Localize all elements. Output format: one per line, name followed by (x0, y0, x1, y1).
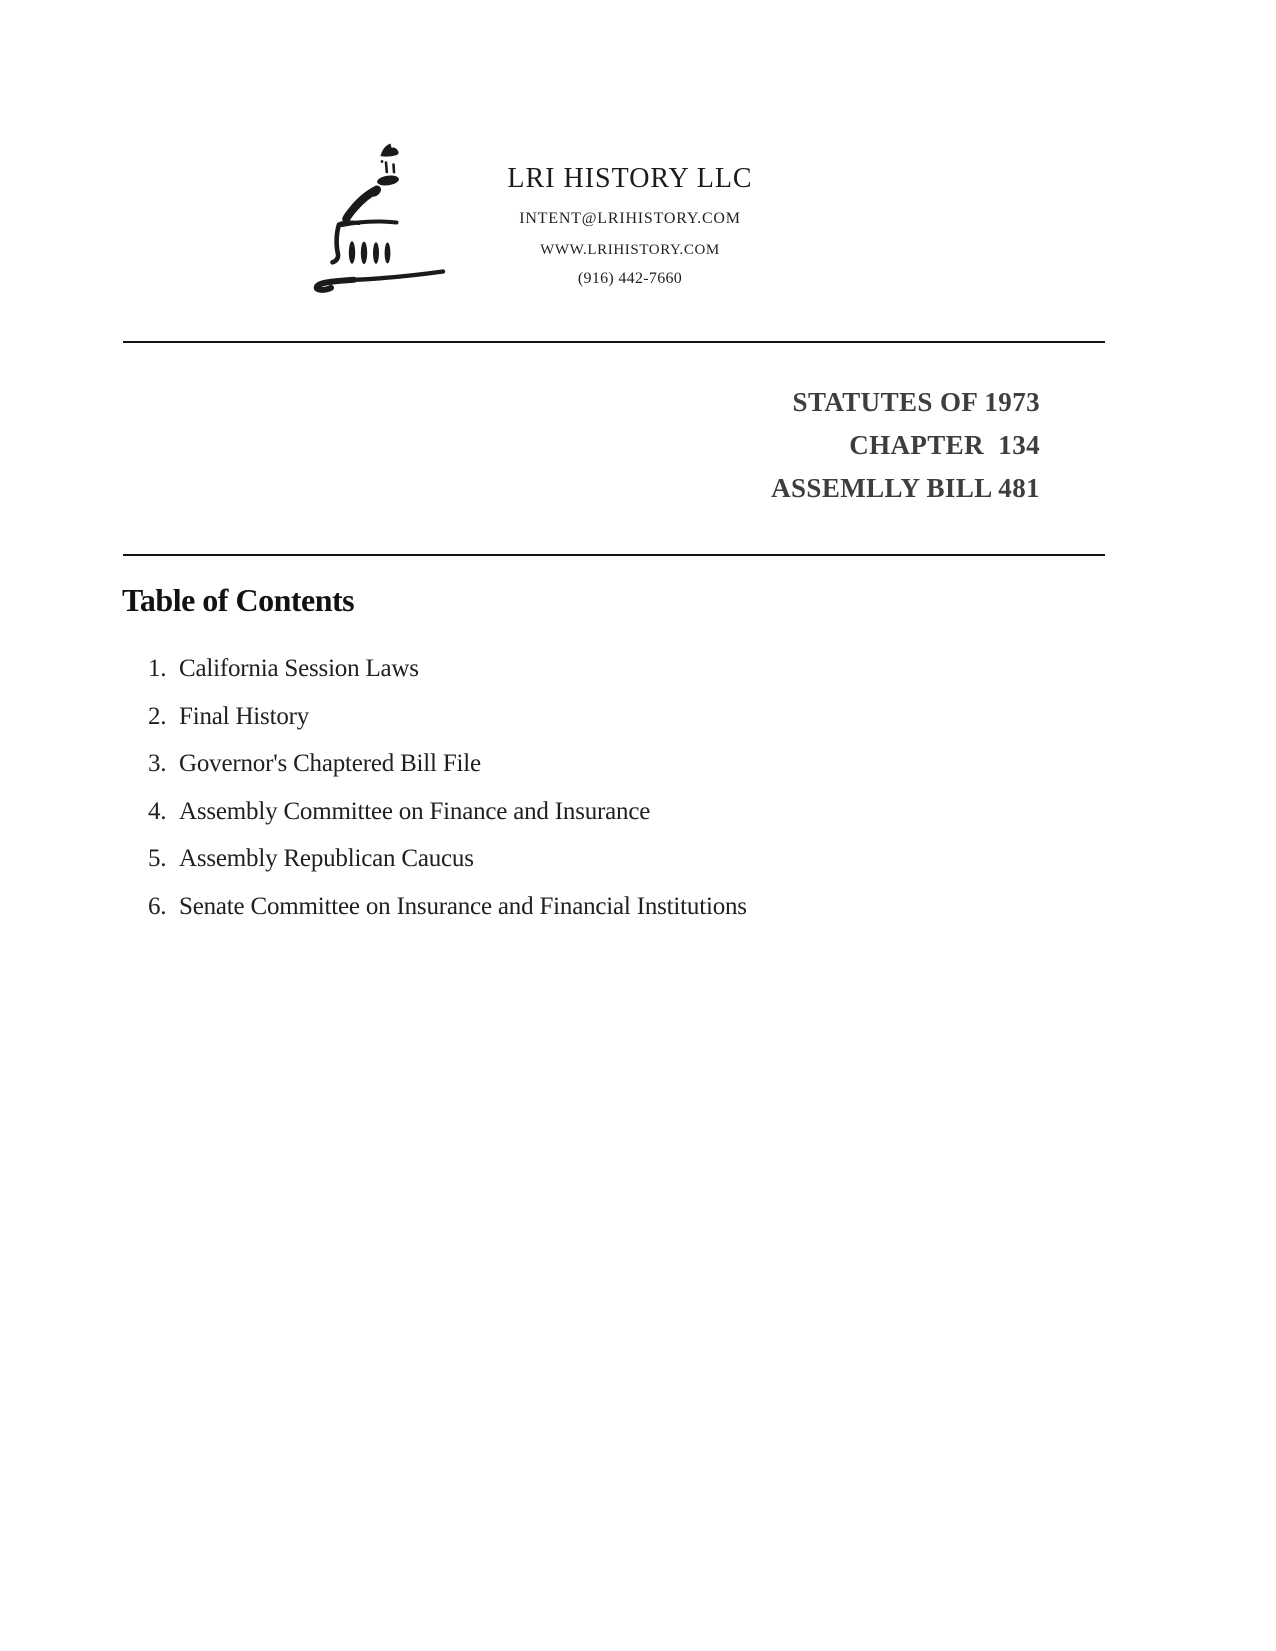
toc-item-label: California Session Laws (179, 655, 419, 682)
toc-item-6 (148, 883, 747, 931)
toc-item-number: 1. (148, 655, 167, 682)
toc-list (148, 645, 747, 931)
contact-email: INTENT@LRIHISTORY.COM (519, 210, 741, 227)
toc-item-2 (148, 693, 747, 741)
contact-website: WWW.LRIHISTORY.COM (540, 242, 720, 258)
capitol-dome-sketch-icon (300, 130, 450, 295)
toc-item-4 (148, 788, 747, 836)
document-title-block (771, 381, 1040, 510)
toc-item-number: 5. (148, 845, 167, 873)
toc-item-label: Assembly Republican Caucus (179, 845, 474, 873)
toc-item-label: Governor's Chaptered Bill File (179, 750, 481, 778)
divider-bottom (123, 554, 1105, 556)
toc-item-label: Assembly Committee on Finance and Insurance (179, 797, 651, 825)
toc-item-3 (148, 740, 747, 788)
bill-line: ASSEMLLY BILL 481 (771, 473, 1040, 503)
statutes-line: STATUTES OF 1973 (792, 387, 1040, 417)
toc-item-number: 4. (148, 797, 167, 825)
chapter-line: CHAPTER 134 (849, 430, 1040, 460)
divider-top (123, 341, 1105, 343)
toc-item-1 (148, 645, 747, 693)
company-name: LRI HISTORY LLC (507, 163, 753, 194)
toc-heading: Table of Contents (122, 582, 355, 618)
toc-item-5 (148, 835, 747, 883)
toc-item-label: Final History (179, 702, 310, 730)
toc-item-number: 2. (148, 702, 167, 730)
toc-item-number: 3. (148, 750, 167, 778)
contact-phone: (916) 442-7660 (577, 270, 683, 287)
toc-item-number: 6. (148, 892, 167, 920)
toc-item-label: Senate Committee on Insurance and Financial Institutions (179, 892, 747, 920)
